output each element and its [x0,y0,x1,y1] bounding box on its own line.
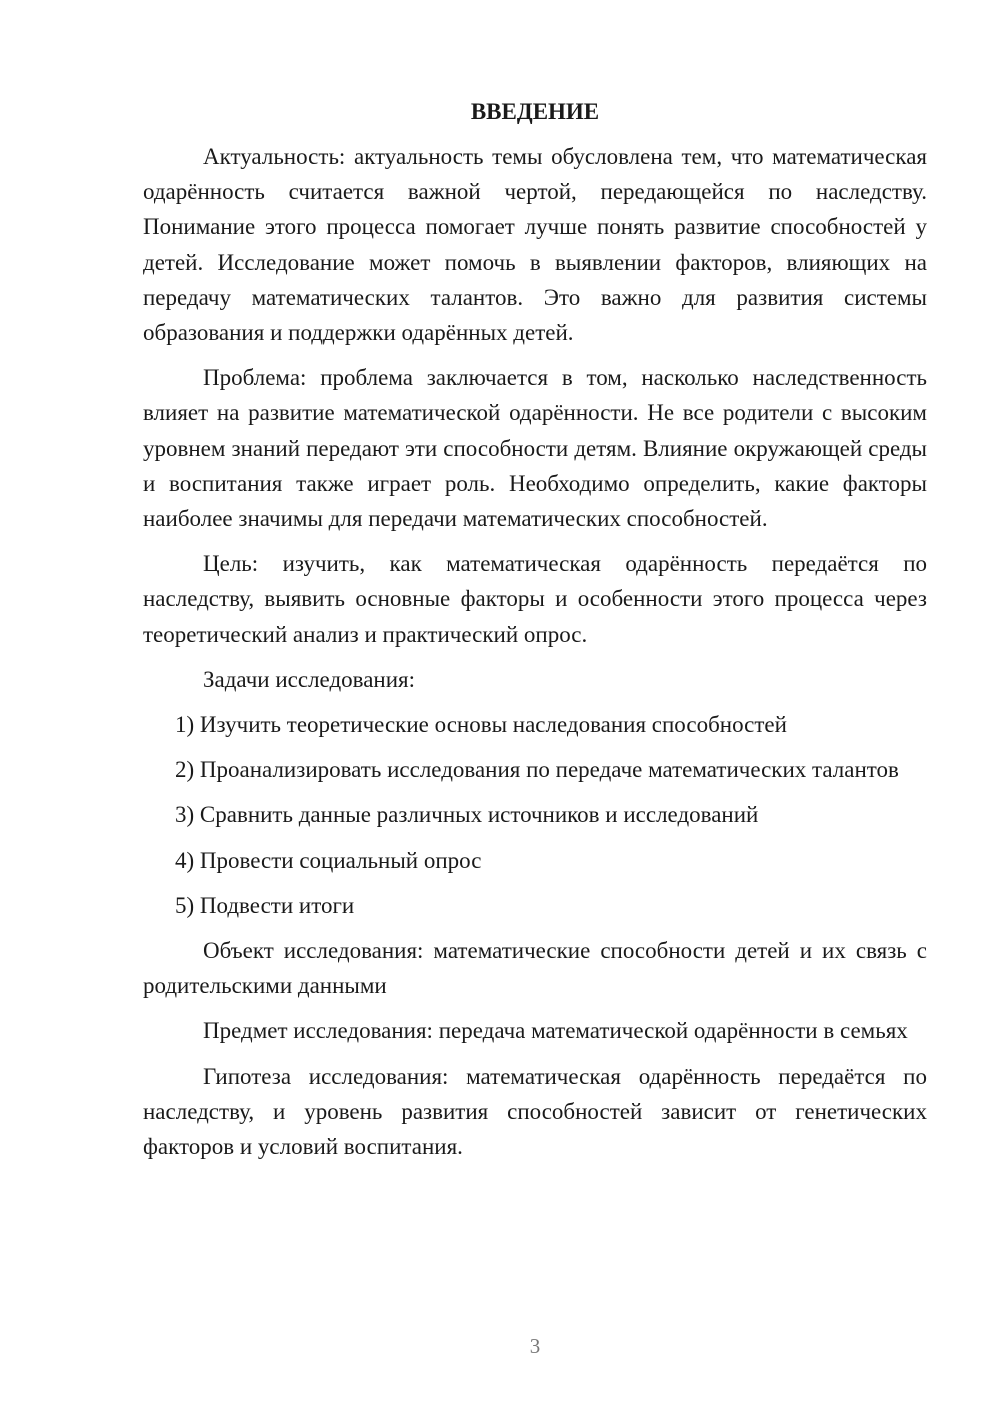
paragraph-hypothesis: Гипотеза исследования: математическая одарённость передаётся по наследству, и уровень развития способностей зависит от генетических факторов и условий воспитания. [143,1063,927,1160]
list-item: 4) Провести социальный опрос [175,847,482,873]
paragraph-problem: Проблема: проблема заключается в том, насколько наследственность влияет на развитие математической одарённости. Не все родители с высоким уровнем знаний передают эти способности детям. Влияние окружающей среды и воспитания также играет роль. Необходимо определить, какие факторы наиболее значимы для передачи математических способностей. [143,365,927,532]
page-content [143,94,927,1174]
tasks-heading: Задачи исследования: [203,666,416,692]
list-item: 5) Подвести итоги [175,892,355,918]
tasks-list [143,707,927,923]
paragraph-actuality: Актуальность: актуальность темы обусловлена тем, что математическая одарённость считается важной чертой, передающейся по наследству. Понимание этого процесса помогает лучше понять развитие способностей у детей. Исследование может помочь в выявлении факторов, влияющих на передачу математических талантов. Это важно для развития системы образования и поддержки одарённых детей. [143,144,927,346]
paragraph-subject: Предмет исследования: передача математической одарённости в семьях [203,1018,908,1044]
page-number: 3 [529,1334,541,1358]
list-item: 2) Проанализировать исследования по передаче математических талантов [175,757,899,783]
paragraph-object: Объект исследования: математические способности детей и их связь с родительскими данными [143,938,927,999]
list-item: 1) Изучить теоретические основы наследования способностей [175,712,787,738]
section-title: ВВЕДЕНИЕ [470,99,600,124]
paragraph-goal: Цель: изучить, как математическая одарённость передаётся по наследству, выявить основные факторы и особенности этого процесса через теоретический анализ и практический опрос. [143,551,927,647]
list-item: 3) Сравнить данные различных источников и исследований [175,802,759,828]
